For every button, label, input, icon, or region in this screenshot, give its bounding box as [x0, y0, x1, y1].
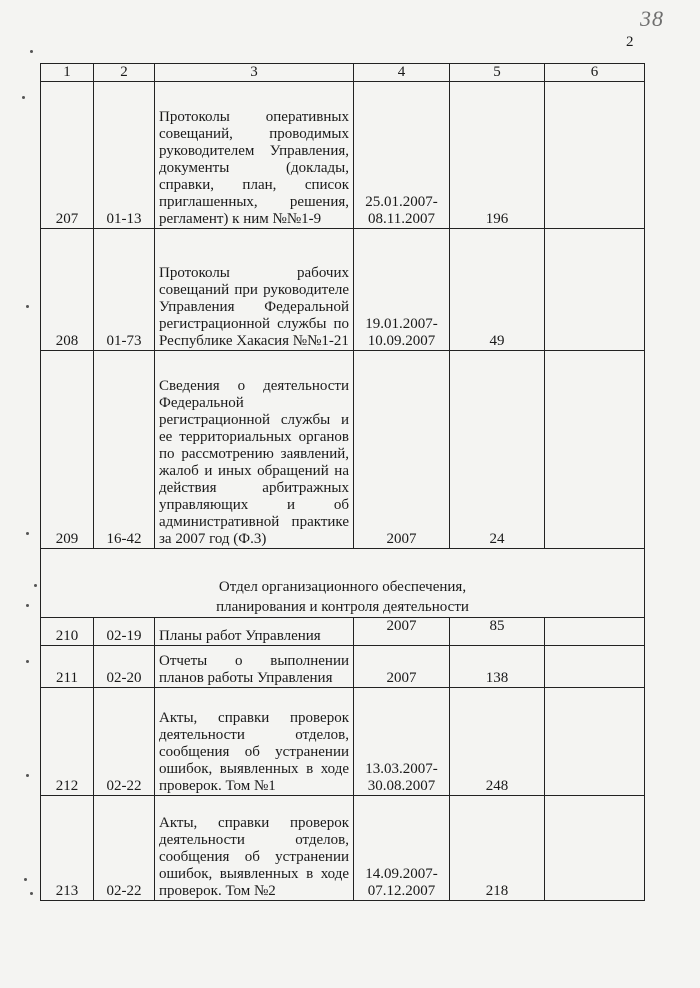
header-cell: 6 — [545, 64, 645, 82]
row-sheet-count: 138 — [450, 646, 545, 688]
row-note — [545, 618, 645, 646]
row-title: Акты, справки проверок деятельности отделов, сообщения об устранении ошибок, выявленных в ходе проверок. Том №2 — [155, 796, 354, 901]
row-note — [545, 229, 645, 351]
row-dates: 25.01.2007-08.11.2007 — [354, 82, 450, 229]
row-title: Отчеты о выполнении планов работы Управления — [155, 646, 354, 688]
table-row — [41, 82, 645, 229]
row-note — [545, 82, 645, 229]
row-number: 211 — [41, 646, 94, 688]
row-title: Протоколы оперативных совещаний, проводимых руководителем Управления, документы (доклады, справки, план, список приглашенных, решения, регламент) к ним №№1-9 — [155, 82, 354, 229]
row-index: 01-73 — [94, 229, 155, 351]
row-index: 02-22 — [94, 796, 155, 901]
row-index: 01-13 — [94, 82, 155, 229]
row-sheet-count: 218 — [450, 796, 545, 901]
row-number: 208 — [41, 229, 94, 351]
row-title: Акты, справки проверок деятельности отделов, сообщения об устранении ошибок, выявленных в ходе проверок. Том №1 — [155, 688, 354, 796]
row-note — [545, 796, 645, 901]
section-heading-row — [41, 549, 645, 618]
table-row — [41, 351, 645, 549]
table-row — [41, 646, 645, 688]
row-number: 210 — [41, 618, 94, 646]
header-cell: 3 — [155, 64, 354, 82]
row-sheet-count: 248 — [450, 688, 545, 796]
handwritten-page-mark: 38 — [640, 6, 664, 31]
row-dates: 2007 — [354, 351, 450, 549]
row-dates: 2007 — [354, 618, 450, 646]
header-cell: 1 — [41, 64, 94, 82]
row-note — [545, 646, 645, 688]
table-row — [41, 618, 645, 646]
row-note — [545, 351, 645, 549]
row-sheet-count: 49 — [450, 229, 545, 351]
row-title: Протоколы рабочих совещаний при руководителе Управления Федеральной регистрационной службы по Республике Хакасия №№1-21 — [155, 229, 354, 351]
section-heading-line: Отдел организационного обеспечения, — [218, 579, 467, 595]
row-number: 209 — [41, 351, 94, 549]
table-row — [41, 688, 645, 796]
row-title: Сведения о деятельности Федеральной регистрационной службы и ее территориальных органов по рассмотрению заявлений, жалоб и иных обращений на действия арбитражных управляющих и об административной практике за 2007 год (Ф.3) — [155, 351, 354, 549]
row-number: 213 — [41, 796, 94, 901]
row-dates: 19.01.2007-10.09.2007 — [354, 229, 450, 351]
row-index: 16-42 — [94, 351, 155, 549]
row-dates: 2007 — [354, 646, 450, 688]
row-title: Планы работ Управления — [155, 618, 354, 646]
row-number: 212 — [41, 688, 94, 796]
row-dates: 13.03.2007-30.08.2007 — [354, 688, 450, 796]
page-number: 2 — [626, 34, 634, 50]
header-cell: 2 — [94, 64, 155, 82]
table-row — [41, 796, 645, 901]
header-cell: 4 — [354, 64, 450, 82]
table-row — [41, 229, 645, 351]
section-heading-line: планирования и контроля деятельности — [216, 599, 469, 615]
table-header-row — [41, 64, 645, 82]
row-note — [545, 688, 645, 796]
row-number: 207 — [41, 82, 94, 229]
row-index: 02-20 — [94, 646, 155, 688]
row-dates: 14.09.2007-07.12.2007 — [354, 796, 450, 901]
row-sheet-count: 85 — [450, 618, 545, 646]
row-sheet-count: 24 — [450, 351, 545, 549]
header-cell: 5 — [450, 64, 545, 82]
section-heading — [41, 549, 645, 618]
row-index: 02-19 — [94, 618, 155, 646]
row-index: 02-22 — [94, 688, 155, 796]
row-sheet-count: 196 — [450, 82, 545, 229]
inventory-table — [40, 63, 645, 901]
